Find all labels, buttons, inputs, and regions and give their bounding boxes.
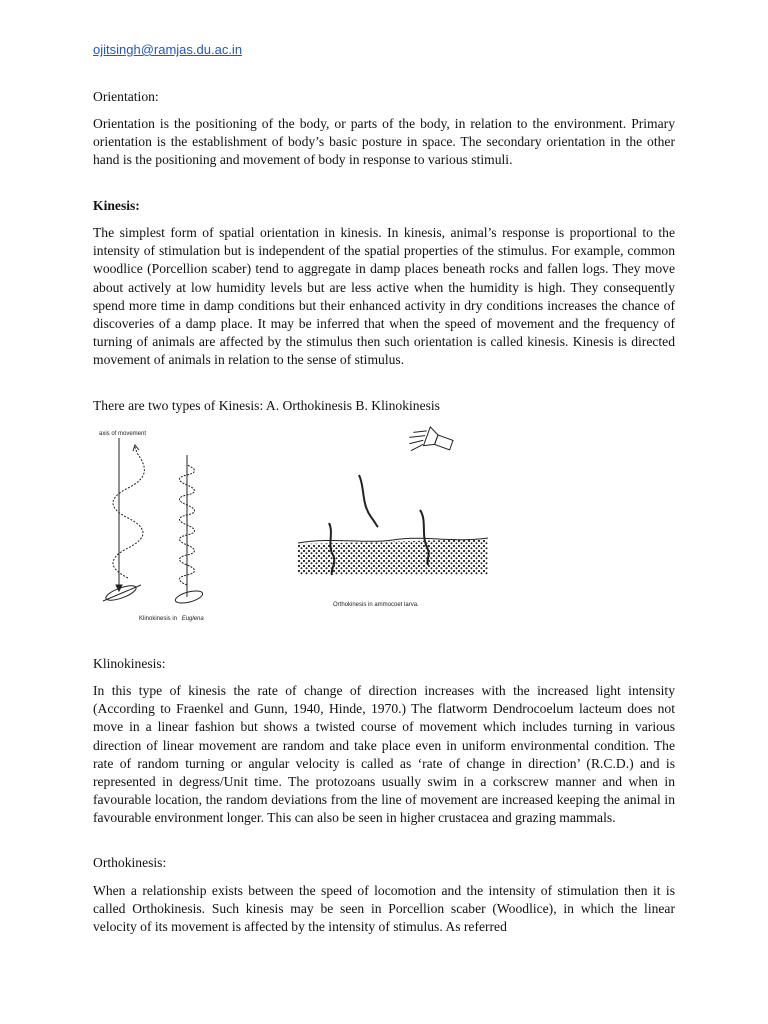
kinesis-figure [93,425,675,625]
euglena-caption: Euglena [181,616,204,622]
author-email-link[interactable]: ojitsingh@ramjas.du.ac.in [93,42,243,57]
kinesis-types-line: There are two types of Kinesis: A. Orthokinesis B. Klinokinesis [93,398,440,413]
svg-text:Klinokinesis in Euglen [139,616,204,622]
orthokinesis-diagram [298,425,488,608]
klinokinesis-heading: Klinokinesis: [93,656,166,671]
orientation-paragraph: Orientation is the positioning of the body, or parts of the body, in relation to the environment. Primary orientation is the establishment of body’s basic posture in space. The secondary orientation in the other hand is the positioning and movement of body in response to various stimuli. [93,116,675,168]
axis-of-movement-label: axis of movement [99,431,147,437]
orthokinesis-caption: Orthokinesis in ammocoet larva. [333,602,419,608]
klinokinesis-caption: Klinokinesis in [139,616,178,622]
klinokinesis-paragraph: In this type of kinesis the rate of change of direction increases with the increased light intensity (According to Fraenkel and Gunn, 1940, Hinde, 1970.) The flatworm Dendrocoelum lacteum does not move in a linear fashion but shows a twisted course of movement which includes turning in various direction of linear movement are random and take place even in uniform environmental condition. The rate of random turning or angular velocity is called as ‘rate of change in direction’ (R.C.D.) and is represented in degress/Unit time. The protozoans usually swim in a corkscrew manner and when in favourable location, the random deviations from the line of movement are increased keeping the animal in favourable environment longer. This can also be seen in higher crustacea and grazing mammals. [93,683,675,826]
klinokinesis-diagram [99,431,204,622]
orthokinesis-paragraph: When a relationship exists between the speed of locomotion and the intensity of stimulation then it is called Orthokinesis. Such kinesis may be seen in Porcellion scaber (Woodlice), in which the linear velocity of its movement is affected by the intensity of stimulus. As referred [93,883,675,935]
kinesis-heading: Kinesis: [93,198,140,213]
orientation-heading: Orientation: [93,89,159,104]
kinesis-paragraph: The simplest form of spatial orientation in kinesis. In kinesis, animal’s response is proportional to the intensity of stimulation but is independent of the spatial properties of the stimulus. For example, common woodlice (Porcellion scaber) tend to aggregate in damp places beneath rocks and fallen logs. They move about actively at low humidity levels but are less active when the humidity is high. They consequently spend more time in damp conditions but their enhanced activity in dry conditions increases the chance of discoveries of a damp place. It may be inferred that when the speed of movement and the frequency of turning of animals are affected by the stimulus then such orientation is called kinesis. Kinesis is directed movement of animals in relation to the sense of stimulus. [93,225,675,368]
orthokinesis-heading: Orthokinesis: [93,855,167,870]
